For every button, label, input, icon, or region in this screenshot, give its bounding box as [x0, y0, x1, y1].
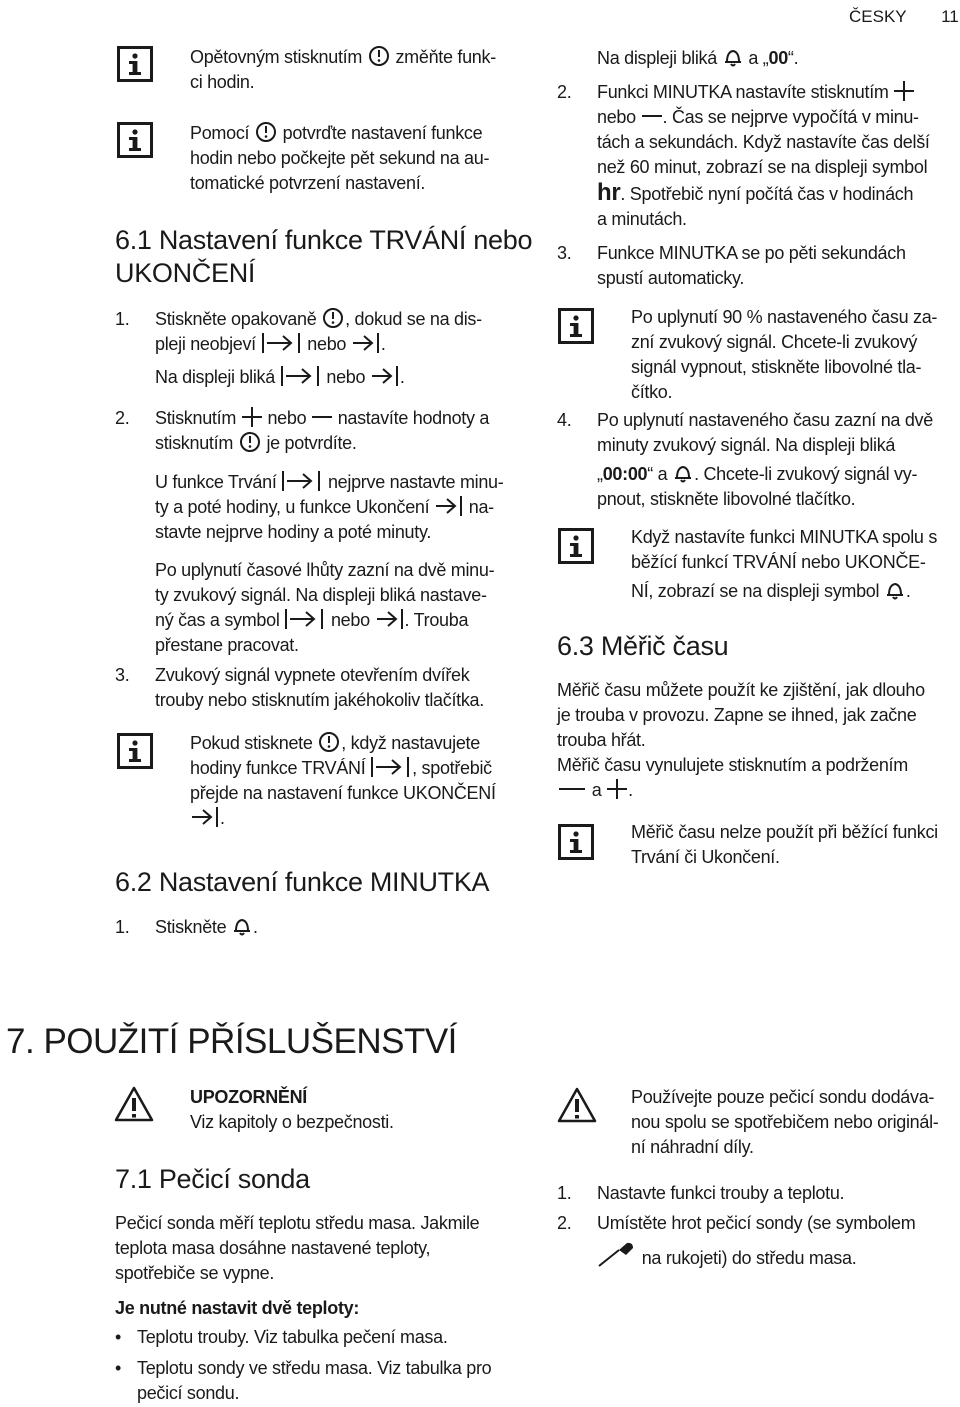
- info-icon: [558, 824, 594, 860]
- bell-icon: [672, 462, 694, 484]
- bell-icon: [722, 46, 744, 68]
- probe-icon: [597, 1240, 637, 1268]
- end-time-icon: [375, 608, 405, 630]
- timer-paragraph: Měřič času můžete použít ke zjištění, jak dlouho je trouba v provozu. Zapne se ihned, jak začne trouba hřát. Měřič času vynulujete stisknutím a podržením a .: [557, 680, 925, 800]
- info-icon: [117, 122, 153, 158]
- end-time-icon: [351, 332, 381, 354]
- minute-step-3: 3. Funkce MINUTKA se po pěti sekundách spustí automaticky.: [557, 243, 906, 288]
- hr-symbol: hr: [597, 179, 621, 206]
- minute-step-2: 2. Funkci MINUTKA nastavíte stisknutím nebo . Čas se nejprve vypočítá v minu- tách a sekundách. Když nastavíte čas delší než 60 minut, zobrazí se na displeji symbol hr. Spotřebič nyní počítá čas v hodinách a minutách.: [557, 82, 930, 229]
- section-7-1-heading: 7.1 Pečicí sonda: [115, 1164, 310, 1194]
- info-icon: [117, 46, 153, 82]
- info-icon: [558, 308, 594, 344]
- minus-icon: [641, 105, 663, 127]
- clock-button-icon: [254, 121, 278, 143]
- language-label: ČESKY: [849, 7, 907, 26]
- info-icon: [558, 528, 594, 564]
- info-note-clock-change: Opětovným stisknutím změňte funk- ci hodin.: [190, 47, 496, 92]
- section-6-1-heading: 6.1 Nastavení funkce TRVÁNÍ nebo UKONČENÍ: [115, 225, 533, 288]
- minute-step-1: 1. Stiskněte .: [115, 917, 258, 937]
- bell-icon: [884, 579, 906, 601]
- probe-paragraph: Pečicí sonda měří teplotu středu masa. Jakmile teplota masa dosáhne nastavené teploty, spotřebiče se vypne.: [115, 1213, 480, 1283]
- minute-display-line: Na displeji bliká a „00“.: [597, 48, 799, 68]
- info-note-clock-confirm: Pomocí potvrďte nastavení funkce hodin nebo počkejte pět sekund na au- tomatické potvrzení nastavení.: [190, 123, 490, 193]
- minus-icon: [557, 778, 587, 800]
- minus-icon: [311, 406, 333, 428]
- end-time-icon: [434, 495, 464, 517]
- duration-icon: [284, 608, 326, 630]
- bell-icon: [231, 915, 253, 937]
- duration-icon: [281, 470, 323, 492]
- minute-step-4: 4. Po uplynutí nastaveného času zazní na dvě minuty zvukový signál. Na displeji bliká „00:00“ a . Chcete-li zvukový signál vy- pnout, stiskněte libovolné tlačítko.: [557, 410, 933, 509]
- probe-step-1: 1. Nastavte funkci trouby a teplotu.: [557, 1183, 845, 1203]
- plus-icon: [893, 80, 915, 102]
- list-item: • Teplotu trouby. Viz tabulka pečení masa.: [115, 1327, 448, 1347]
- probe-step-2: 2. Umístěte hrot pečicí sondy (se symbolem na rukojeti) do středu masa.: [557, 1213, 916, 1268]
- step-3: 3. Zvukový signál vypnete otevřením dvířek trouby nebo stisknutím jakéhokoliv tlačítka.: [115, 665, 484, 710]
- info-note-duration-to-end: Pokud stisknete , když nastavujete hodiny funkce TRVÁNÍ , spotřebič přejde na nastavení funkce UKONČENÍ .: [190, 733, 496, 828]
- temperature-list: [115, 1325, 535, 1406]
- duration-icon: [261, 332, 303, 354]
- duration-icon: [280, 365, 322, 387]
- page-number: 11: [941, 7, 959, 26]
- section-6-2-heading: 6.2 Nastavení funkce MINUTKA: [115, 867, 490, 897]
- plus-icon: [241, 406, 263, 428]
- warning-icon: [114, 1086, 154, 1122]
- warning-note-safety: UPOZORNĚNÍ Viz kapitoly o bezpečnosti.: [190, 1085, 530, 1135]
- warning-note-original-parts: Používejte pouze pečicí sondu dodáva- nou spolu se spotřebičem nebo originál- ní náhradní díly.: [631, 1087, 939, 1157]
- two-temperatures-label: Je nutné nastavit dvě teploty:: [115, 1298, 360, 1318]
- clock-button-icon: [367, 45, 391, 67]
- timeout-paragraph: Po uplynutí časové lhůty zazní na dvě minu- ty zvukový signál. Na displeji bliká nastave- ný čas a symbol nebo . Trouba přestane pracovat.: [155, 560, 495, 655]
- clock-button-icon: [321, 307, 345, 329]
- section-6-3-heading: 6.3 Měřič času: [557, 631, 729, 661]
- end-time-icon: [190, 806, 220, 828]
- info-note-timer-unavailable: Měřič času nelze použít při běžící funkci Trvání či Ukončení.: [631, 822, 938, 867]
- info-note-90-percent: Po uplynutí 90 % nastaveného času za- zní zvukový signál. Chcete-li zvukový signál vypnout, stiskněte libovolné tla- čítko.: [631, 307, 938, 402]
- warning-title: UPOZORNĚNÍ: [190, 1087, 308, 1107]
- step-2: 2. Stisknutím nebo nastavíte hodnoty a stisknutím je potvrdíte.: [115, 408, 490, 453]
- section-7-heading: 7. POUŽITÍ PŘÍSLUŠENSTVÍ: [6, 1022, 457, 1061]
- duration-end-paragraph: U funkce Trvání nejprve nastavte minu- ty a poté hodiny, u funkce Ukončení na- stavte nejprve hodiny a poté minuty.: [155, 472, 504, 542]
- warning-icon: [557, 1087, 597, 1123]
- clock-button-icon: [317, 731, 341, 753]
- duration-icon: [370, 756, 412, 778]
- page-header: [849, 7, 959, 27]
- info-icon: [117, 733, 153, 769]
- step-1: 1. Stiskněte opakovaně , dokud se na dis- pleji neobjeví nebo . Na displeji bliká nebo .: [115, 309, 482, 387]
- list-item: • Teplotu sondy ve středu masa. Viz tabulka pro pečicí sondu.: [115, 1358, 492, 1403]
- clock-button-icon: [238, 431, 262, 453]
- end-time-icon: [370, 365, 400, 387]
- plus-icon: [606, 778, 628, 800]
- info-note-minute-with-duration: Když nastavíte funkci MINUTKA spolu s běžící funkcí TRVÁNÍ nebo UKONČE- NÍ, zobrazí se na displeji symbol .: [631, 527, 938, 601]
